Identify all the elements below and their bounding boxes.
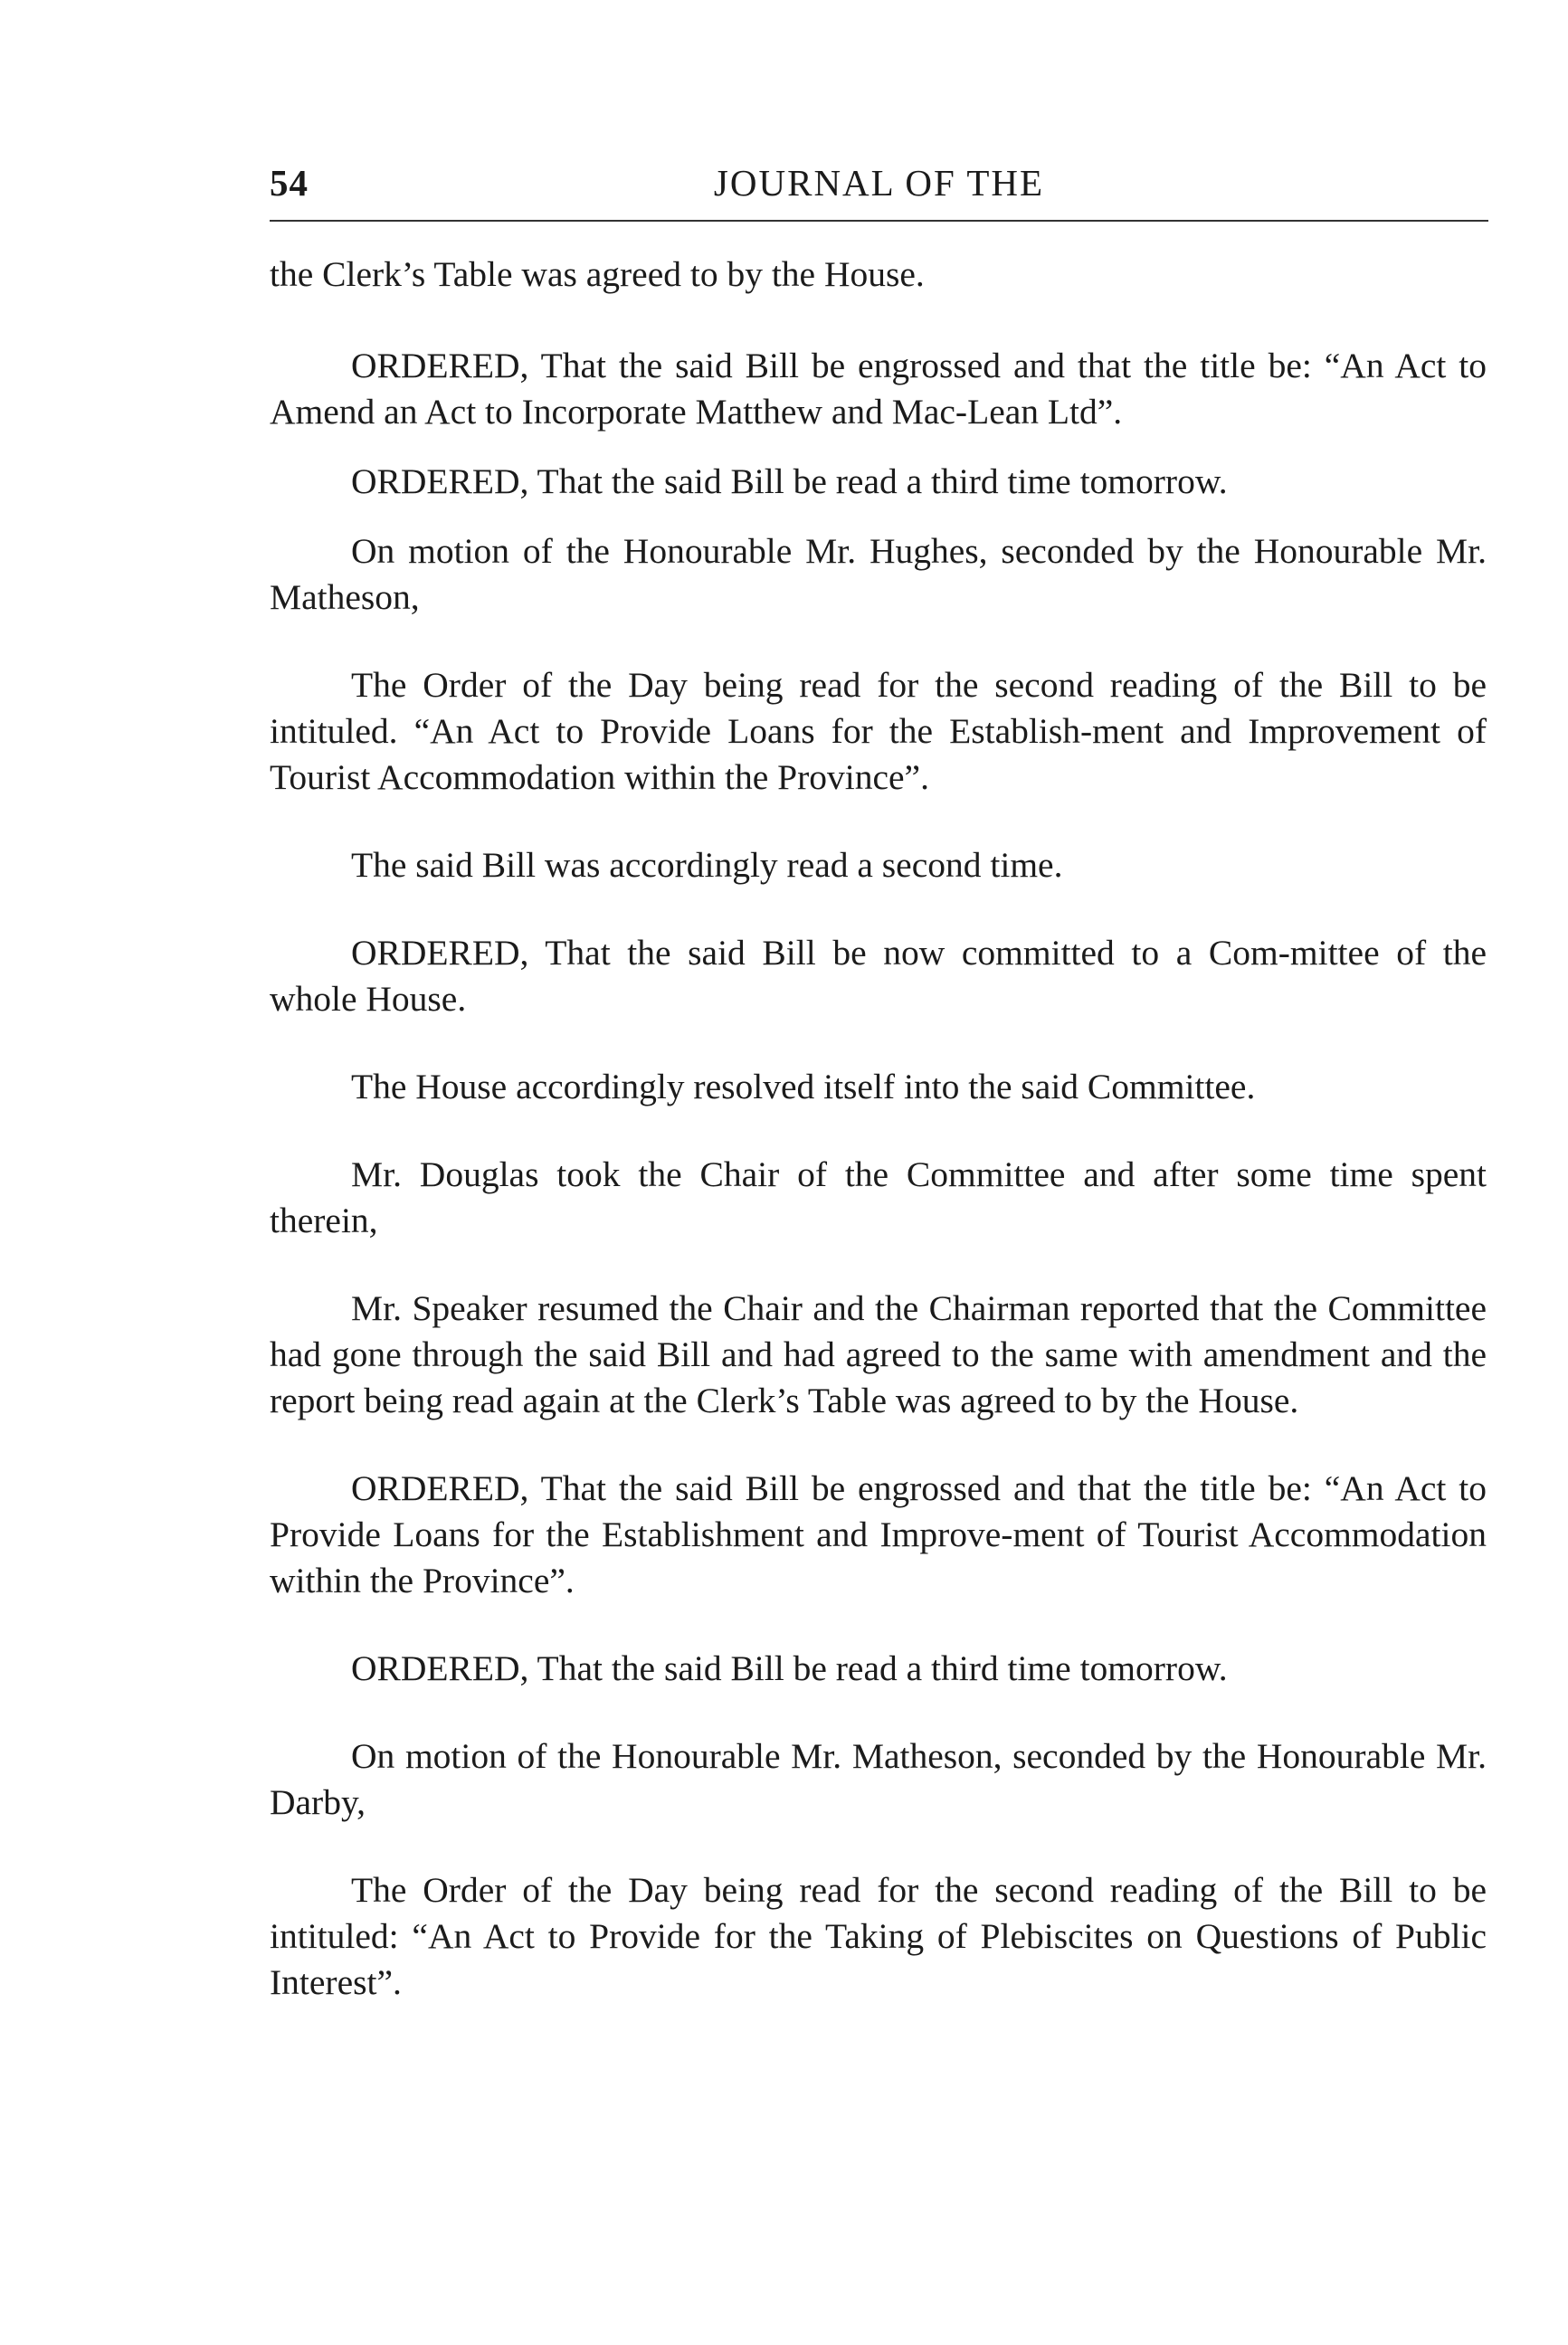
paragraph-ordered-committed: ORDERED, That the said Bill be now committed to a Com-mittee of the whole House.	[270, 933, 1487, 1019]
paragraph-order-of-day: The Order of the Day being read for the second reading of the Bill to be intituled. “An Act to Provide Loans for the Establish-ment and Improvement of Tourist Accommodation within the Province”.	[270, 665, 1487, 797]
paragraph-second-reading: The said Bill was accordingly read a second time.	[351, 845, 1063, 885]
paragraph-ordered-third-reading: ORDERED, That the said Bill be read a third time tomorrow.	[351, 461, 1228, 501]
paragraph-house-resolved: The House accordingly resolved itself into the said Committee.	[351, 1067, 1256, 1106]
page-number: 54	[270, 162, 309, 204]
journal-body	[270, 252, 1487, 2006]
paragraph-order-of-day-2: The Order of the Day being read for the second reading of the Bill to be intituled: “An Act to Provide for the Taking of Plebiscites on Questions of Public Interest”.	[270, 1870, 1487, 2002]
running-head	[270, 161, 1488, 215]
paragraph-ordered-engrossed: ORDERED, That the said Bill be engrossed and that the title be: “An Act to Amend an Act to Incorporate Matthew and Mac-Lean Ltd”.	[270, 346, 1487, 432]
paragraph-continuation: the Clerk’s Table was agreed to by the House.	[270, 254, 925, 294]
paragraph-chair-taken: Mr. Douglas took the Chair of the Committee and after some time spent therein,	[270, 1154, 1487, 1240]
paragraph-motion-2: On motion of the Honourable Mr. Matheson, seconded by the Honourable Mr. Darby,	[270, 1736, 1487, 1822]
paragraph-ordered-third-reading-2: ORDERED, That the said Bill be read a third time tomorrow.	[351, 1648, 1228, 1688]
running-title: JOURNAL OF THE	[713, 162, 1045, 204]
header-rule	[270, 220, 1488, 222]
paragraph-speaker-resumed: Mr. Speaker resumed the Chair and the Chairman reported that the Committee had gone through the said Bill and had agreed to the same with amendment and the report being read again at the Clerk’s Table was agreed to by the House.	[270, 1288, 1487, 1420]
paragraph-ordered-engrossed-title: ORDERED, That the said Bill be engrossed and that the title be: “An Act to Provide Loans for the Establishment and Improve-ment of Tourist Accommodation within the Province”.	[270, 1468, 1487, 1600]
paragraph-motion: On motion of the Honourable Mr. Hughes, seconded by the Honourable Mr. Matheson,	[270, 531, 1487, 617]
